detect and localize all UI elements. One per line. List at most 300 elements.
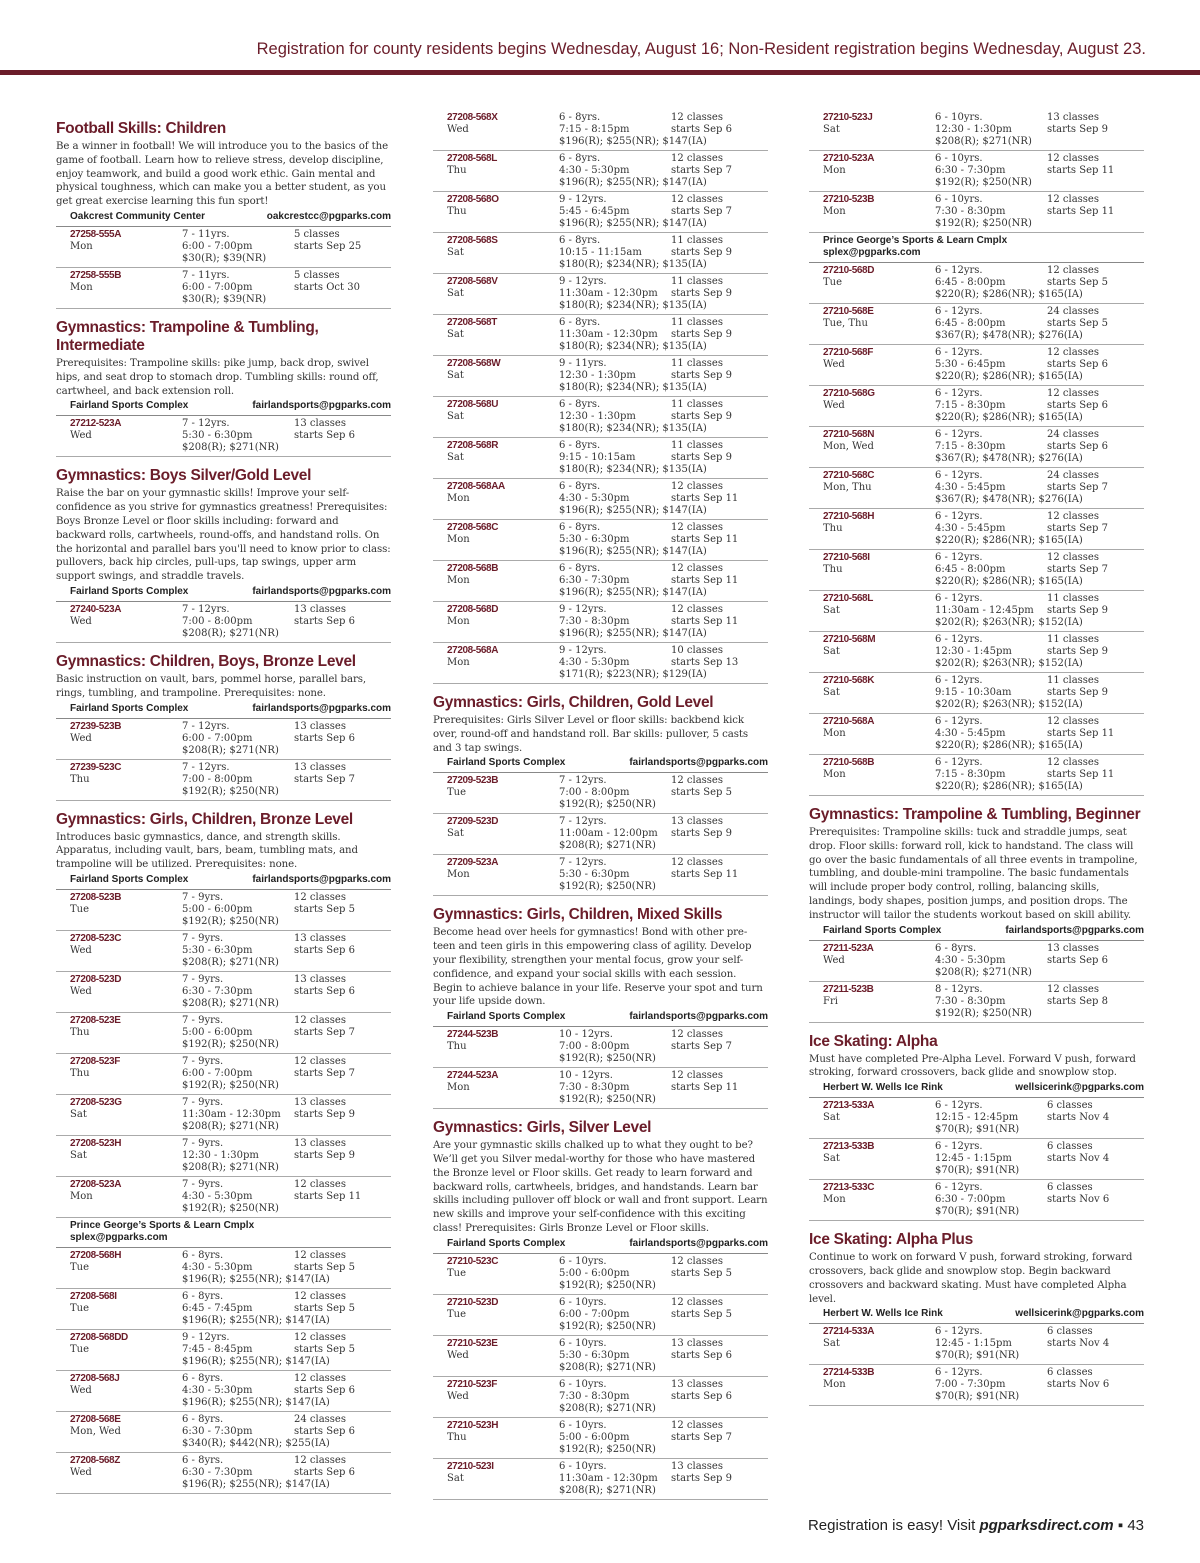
age-range: 6 - 12yrs. [935,265,983,276]
class-row [809,1324,1144,1365]
course-code[interactable]: 27210-523A [823,153,875,164]
class-fee: $70(R); $91(NR) [935,1350,1020,1362]
page-footer [808,1517,1144,1534]
start-date: starts Sep 9 [671,1472,732,1484]
start-date: starts Sep 9 [1047,687,1108,698]
class-fee: $180(R); $234(NR); $135(IA) [559,423,707,434]
class-row [433,479,768,520]
course-code[interactable]: 27210-523F [447,1378,497,1390]
class-count: 12 classes [294,1178,346,1190]
course-code[interactable]: 27208-523F [70,1055,120,1067]
course-code[interactable]: 27210-568G [823,388,875,399]
class-row [56,227,391,268]
age-range: 6 - 8yrs. [559,481,601,492]
age-range: 6 - 12yrs. [935,388,983,399]
start-date: starts Sep 5 [671,1308,732,1320]
start-date: starts Sep 6 [1047,400,1108,411]
course-code[interactable]: 27210-568C [823,470,875,481]
spacer [447,669,559,681]
class-day: Mon [823,1379,846,1391]
age-range: 6 - 10yrs. [559,1460,607,1472]
course-code[interactable]: 27210-568F [823,347,873,358]
age-range: 6 - 12yrs. [935,675,983,686]
class-day: Sat [823,605,840,616]
class-row [56,931,391,972]
class-fee: $367(R); $478(NR); $276(IA) [935,453,1083,464]
class-day: Sat [70,1149,87,1161]
class-fee: $70(R); $91(NR) [935,1206,1020,1218]
class-day: Thu [447,1041,467,1053]
age-range: 6 - 10yrs. [935,112,983,123]
start-date: starts Sep 9 [294,1149,355,1161]
header-rule [0,70,1200,75]
class-row [56,1330,391,1371]
start-date: starts Sep 8 [1047,995,1108,1007]
course-code[interactable]: 27213-533C [823,1182,875,1194]
age-range: 6 - 12yrs. [935,347,983,358]
course-title: Gymnastics: Boys Silver/Gold Level [56,467,312,485]
class-row [433,110,768,151]
age-range: 9 - 11yrs. [559,358,607,369]
course-code[interactable]: 27214-533B [823,1367,875,1379]
class-time: 10:15 - 11:15am [559,247,642,258]
location-header [809,1308,1144,1324]
course-code[interactable]: 27208-568W [447,358,501,369]
course-code[interactable]: 27244-523A [447,1070,499,1082]
course-code[interactable]: 27210-568I [823,552,870,563]
course-code[interactable]: 27210-568D [823,265,875,276]
location-email[interactable]: fairlandsports@pgparks.com [1005,924,1144,936]
course-description: Prerequisites: Trampoline skills: tuck and straddle jumps, seat drop. Floor skills: forward roll, kick to handstand. The class will go over the basic fundamentals of all three events in trampoline, tumbling, and double-mini trampoline. The basic fundamentals will include proper body control, rolling, balancing skills, landings, body shapes, position jumps, and position drops. The instructor will tailor the students workout based on skill ability. [809,827,1138,921]
age-range: 6 - 10yrs. [559,1419,607,1431]
class-row [433,356,768,397]
location-name: Fairland Sports Complex [447,757,566,769]
course-description: Prerequisites: Trampoline skills: pike jump, back drop, swivel hips, and seat drop to stomach drop. Tumbling skills: round off, cartwheel, and back extension roll. [56,357,379,397]
class-time: 6:00 - 7:00pm [559,1308,630,1320]
course-code[interactable]: 27210-523J [823,112,873,123]
course-code[interactable]: 27210-523C [447,1255,499,1267]
age-range: 6 - 8yrs. [182,1454,224,1466]
class-count: 11 classes [1047,675,1099,686]
course-code[interactable]: 27214-533A [823,1326,875,1338]
class-count: 12 classes [1047,552,1099,563]
course-code[interactable]: 27210-568A [823,716,875,727]
start-date: starts Sep 11 [671,493,739,504]
spacer [70,916,182,928]
age-range: 6 - 8yrs. [182,1290,224,1302]
course-title: Gymnastics: Girls, Silver Level [433,1119,652,1137]
class-count: 12 classes [671,1296,723,1308]
age-range: 7 - 12yrs. [182,418,230,430]
class-count: 13 classes [671,1337,723,1349]
class-time: 5:00 - 6:00pm [182,1026,253,1038]
course-code[interactable]: 27239-523B [70,720,122,732]
class-row [56,1136,391,1177]
course-code[interactable]: 27208-523A [70,1178,122,1190]
class-time: 11:30am - 12:30pm [559,288,658,299]
start-date: starts Sep 5 [294,1302,355,1314]
course-code[interactable]: 27208-568J [70,1372,120,1384]
class-time: 7:30 - 8:30pm [559,616,630,627]
class-count: 12 classes [671,563,723,574]
start-date: starts Sep 9 [671,370,732,381]
start-date: starts Sep 9 [1047,646,1108,657]
spacer [823,617,935,629]
course-code[interactable]: 27208-568X [447,112,498,123]
class-count: 11 classes [671,276,723,287]
class-time: 7:45 - 8:45pm [182,1343,253,1355]
class-time: 4:30 - 5:30pm [559,657,630,668]
age-range: 6 - 12yrs. [935,429,983,440]
class-count: 13 classes [294,1096,346,1108]
class-count: 12 classes [671,775,723,787]
class-time: 12:30 - 1:30pm [182,1149,259,1161]
class-row [56,416,391,457]
age-range: 6 - 12yrs. [935,1141,983,1153]
age-range: 7 - 9yrs. [182,891,224,903]
class-count: 24 classes [1047,429,1099,440]
age-range: 6 - 10yrs. [559,1378,607,1390]
start-date: starts Sep 25 [294,240,362,252]
age-range: 6 - 12yrs. [935,511,983,522]
location-email[interactable]: splex@pgparks.com [70,1231,168,1243]
class-fee: $192(R); $250(NR) [182,1202,279,1214]
course-code[interactable]: 27258-555B [70,269,122,281]
class-day: Mon [447,575,470,586]
course-code[interactable]: 27210-568N [823,429,875,440]
class-row [809,714,1144,755]
course-code[interactable]: 27209-523D [447,816,499,828]
spacer [447,1280,559,1292]
class-time: 6:30 - 7:30pm [559,575,630,586]
class-fee: $196(R); $255(NR); $147(IA) [182,1355,330,1367]
course-section [56,319,391,457]
course-code[interactable]: 27208-568V [447,276,498,287]
class-time: 5:30 - 6:30pm [182,430,253,442]
age-range: 6 - 8yrs. [559,399,601,410]
location-email[interactable]: fairlandsports@pgparks.com [629,1011,768,1023]
course-code[interactable]: 27210-523B [823,194,875,205]
age-range: 8 - 12yrs. [935,983,983,995]
class-count: 12 classes [671,857,723,869]
class-fee: $70(R); $91(NR) [935,1124,1020,1136]
location-header [433,1238,768,1254]
class-fee: $196(R); $255(NR); $147(IA) [182,1396,330,1408]
course-code[interactable]: 27211-523A [823,942,874,954]
start-date: starts Sep 5 [294,1343,355,1355]
class-time: 12:45 - 1:15pm [935,1338,1012,1350]
class-count: 11 classes [1047,593,1099,604]
class-day: Wed [823,400,845,411]
class-count: 13 classes [294,973,346,985]
location-email[interactable]: fairlandsports@pgparks.com [252,702,391,714]
class-row [56,602,391,643]
class-count: 12 classes [294,891,346,903]
course-code[interactable]: 27208-568B [447,563,499,574]
class-day: Sat [823,646,840,657]
class-fee: $202(R); $263(NR); $152(IA) [935,658,1083,669]
course-title: Gymnastics: Girls, Children, Bronze Level [56,810,353,828]
class-day: Tue [70,1343,90,1355]
course-code[interactable]: 27208-568I [70,1290,117,1302]
course-code[interactable]: 27208-568L [447,153,497,164]
course-description: Become head over heels for gymnastics! Bond with other pre-teen and teen girls in this empowering class of agility. Develop your flexibility, strengthen your mental focus, grow your self-confidence, and expand your social skills with each session. Begin to achieve balance in your life. Reserve your spot and turn your life upside down. [433,927,763,1008]
course-code[interactable]: 27208-568E [70,1413,121,1425]
spacer [447,259,559,271]
footer-text: Registration is easy! Visit [807,1517,980,1534]
spacer [447,1485,559,1497]
class-time: 7:15 - 8:30pm [935,769,1006,780]
class-row [809,468,1144,509]
start-date: starts Sep 13 [671,657,739,668]
class-count: 12 classes [671,481,723,492]
course-code[interactable]: 27208-568H [70,1249,122,1261]
class-time: 4:30 - 5:45pm [935,523,1006,534]
course-code[interactable]: 27213-533B [823,1141,875,1153]
class-fee: $192(R); $250(NR) [559,1053,656,1065]
course-code[interactable]: 27208-523B [70,891,122,903]
spacer [70,628,182,640]
age-range: 6 - 8yrs. [182,1413,224,1425]
class-count: 13 classes [294,761,346,773]
footer-url-link[interactable]: pgparksdirect.com [979,1517,1114,1534]
class-time: 4:30 - 5:30pm [559,165,630,176]
start-date: starts Nov 4 [1047,1112,1110,1124]
class-day: Wed [70,1384,92,1396]
class-count: 13 classes [1047,112,1099,123]
spacer [70,1162,182,1174]
spacer [823,289,935,301]
class-time: 4:30 - 5:30pm [559,493,630,504]
class-fee: $220(R); $286(NR); $165(IA) [935,371,1083,382]
course-code[interactable]: 27209-523B [447,775,499,787]
class-row [56,1453,391,1494]
course-code[interactable]: 27210-523H [447,1419,499,1431]
course-title: Ice Skating: Alpha [809,1032,938,1050]
spacer [447,1321,559,1333]
spacer [70,957,182,969]
spacer [447,799,559,811]
age-range: 7 - 12yrs. [182,720,230,732]
class-day: Sat [823,687,840,698]
class-fee: $171(R); $223(NR); $129(IA) [559,669,707,680]
age-range: 9 - 12yrs. [559,194,607,205]
course-code[interactable]: 27208-568R [447,440,499,451]
class-fee: $208(R); $271(NR) [182,1161,279,1173]
spacer [70,1479,182,1491]
class-fee: $192(R); $250(NR) [559,799,656,811]
class-day: Fri [823,995,838,1007]
spacer [823,136,935,148]
location-header [809,925,1144,941]
location-email[interactable]: splex@pgparks.com [823,247,921,258]
course-code[interactable]: 27208-568DD [70,1331,128,1343]
course-code[interactable]: 27208-568O [447,194,499,205]
class-row [433,520,768,561]
course-section [56,467,391,643]
class-time: 12:45 - 1:15pm [935,1153,1012,1165]
age-range: 10 - 12yrs. [559,1029,613,1041]
course-code[interactable]: 27208-568Z [70,1454,120,1466]
course-title: Gymnastics: Children, Boys, Bronze Level [56,652,356,670]
class-fee: $367(R); $478(NR); $276(IA) [935,330,1083,341]
location-email[interactable]: fairlandsports@pgparks.com [252,873,391,885]
course-code[interactable]: 27211-523B [823,983,874,995]
class-row [809,151,1144,192]
start-date: starts Nov 4 [1047,1338,1110,1350]
location-name: Herbert W. Wells Ice Rink [823,1082,943,1094]
course-code[interactable]: 27208-523D [70,973,122,985]
class-count: 12 classes [671,112,723,123]
course-code[interactable]: 27208-568C [447,522,499,533]
class-count: 12 classes [671,1029,723,1041]
course-code[interactable]: 27210-568M [823,634,876,645]
class-count: 13 classes [294,932,346,944]
class-fee: $30(R); $39(NR) [182,293,267,305]
start-date: starts Sep 11 [671,869,739,881]
location-email[interactable]: oakcrestcc@pgparks.com [266,210,391,222]
start-date: starts Sep 6 [294,430,355,442]
location-email[interactable]: fairlandsports@pgparks.com [629,757,768,769]
location-email[interactable]: fairlandsports@pgparks.com [252,400,391,412]
class-fee: $180(R); $234(NR); $135(IA) [559,382,707,393]
class-row [809,263,1144,304]
class-time: 5:00 - 6:00pm [182,903,253,915]
course-code[interactable]: 27210-568E [823,306,874,317]
class-day: Sat [447,329,464,340]
start-date: starts Sep 11 [671,534,739,545]
course-code[interactable]: 27210-568L [823,593,873,604]
start-date: starts Sep 7 [1047,482,1108,493]
registration-banner: Registration for county residents begins Wednesday, August 16; Non-Resident registration begins Wednesday, August 23. [256,40,1146,58]
class-fee: $220(R); $286(NR); $165(IA) [935,535,1083,546]
age-range: 7 - 9yrs. [182,1014,224,1026]
course-code[interactable]: 27244-523B [447,1029,499,1041]
class-time: 5:30 - 6:30pm [182,944,253,956]
location-email[interactable]: fairlandsports@pgparks.com [252,585,391,597]
course-code[interactable]: 27208-568T [447,317,497,328]
class-day: Sat [447,247,464,258]
class-row [56,890,391,931]
column-3 [809,110,1144,1406]
class-count: 13 classes [671,1378,723,1390]
spacer [823,1008,935,1020]
class-day: Sat [70,1108,87,1120]
class-day: Tue [447,787,467,799]
class-time: 6:30 - 7:30pm [935,165,1006,176]
spacer [447,1053,559,1065]
course-code[interactable]: 27208-568D [447,604,499,615]
class-time: 7:00 - 8:00pm [182,615,253,627]
class-count: 12 classes [671,1070,723,1082]
location-email[interactable]: wellsicerink@pgparks.com [1015,1308,1144,1320]
course-code[interactable]: 27210-568H [823,511,875,522]
class-row [809,632,1144,673]
location-name: Herbert W. Wells Ice Rink [823,1308,943,1320]
spacer [70,1121,182,1133]
course-code[interactable]: 27208-523H [70,1137,122,1149]
class-row [56,1371,391,1412]
location-name: Fairland Sports Complex [70,585,189,597]
spacer [447,628,559,640]
age-range: 9 - 12yrs. [559,604,607,615]
class-day: Tue [823,277,843,288]
course-code[interactable]: 27210-523D [447,1296,499,1308]
course-code[interactable]: 27208-568A [447,645,499,656]
course-code[interactable]: 27239-523C [70,761,122,773]
spacer [823,177,935,189]
course-code[interactable]: 27208-568AA [447,481,505,492]
course-code[interactable]: 27208-568S [447,235,498,246]
course-title: Ice Skating: Alpha Plus [809,1231,973,1249]
start-date: starts Sep 11 [294,1190,362,1202]
course-code[interactable]: 27258-555A [70,228,122,240]
start-date: starts Sep 6 [294,944,355,956]
class-count: 6 classes [1047,1367,1093,1379]
class-count: 10 classes [671,645,723,656]
course-code[interactable]: 27212-523A [70,418,122,430]
start-date: starts Sep 6 [1047,954,1108,966]
class-time: 6:45 - 8:00pm [935,277,1006,288]
class-time: 7:00 - 8:00pm [559,787,630,799]
class-row [56,1095,391,1136]
class-fee: $192(R); $250(NR) [182,785,279,797]
class-time: 5:30 - 6:45pm [935,359,1006,370]
page-number: ▪ 43 [1117,1517,1144,1534]
class-row [56,760,391,801]
spacer [447,300,559,312]
class-count: 12 classes [671,604,723,615]
spacer [447,1444,559,1456]
course-code[interactable]: 27240-523A [70,603,122,615]
class-count: 12 classes [1047,265,1099,276]
start-date: starts Sep 5 [671,1267,732,1279]
course-code[interactable]: 27210-568K [823,675,875,686]
location-email[interactable]: wellsicerink@pgparks.com [1015,1082,1144,1094]
class-row [809,304,1144,345]
class-count: 12 classes [671,194,723,205]
class-row [433,1336,768,1377]
course-code[interactable]: 27208-568U [447,399,499,410]
age-range: 7 - 12yrs. [559,857,607,869]
start-date: starts Nov 6 [1047,1379,1110,1391]
class-time: 7:15 - 8:15pm [559,124,630,135]
class-count: 12 classes [1047,347,1099,358]
class-row [433,561,768,602]
class-count: 13 classes [294,1137,346,1149]
class-row [56,719,391,760]
course-code[interactable]: 27208-523C [70,932,122,944]
course-section [809,1033,1144,1222]
location-email[interactable]: fairlandsports@pgparks.com [629,1237,768,1249]
course-code[interactable]: 27209-523A [447,857,499,869]
class-time: 4:30 - 5:45pm [935,728,1006,739]
course-code[interactable]: 27210-568B [823,757,875,768]
spacer [823,1391,935,1403]
spacer [823,1206,935,1218]
class-fee: $220(R); $286(NR); $165(IA) [935,412,1083,423]
location-header [56,211,391,227]
course-code[interactable]: 27210-523E [447,1337,498,1349]
age-range: 6 - 8yrs. [559,440,601,451]
course-section [809,1231,1144,1406]
course-code[interactable]: 27208-523E [70,1014,121,1026]
course-code[interactable]: 27210-523I [447,1460,494,1472]
spacer [447,1362,559,1374]
class-row [433,438,768,479]
course-code[interactable]: 27213-533A [823,1100,875,1112]
course-code[interactable]: 27208-523G [70,1096,122,1108]
